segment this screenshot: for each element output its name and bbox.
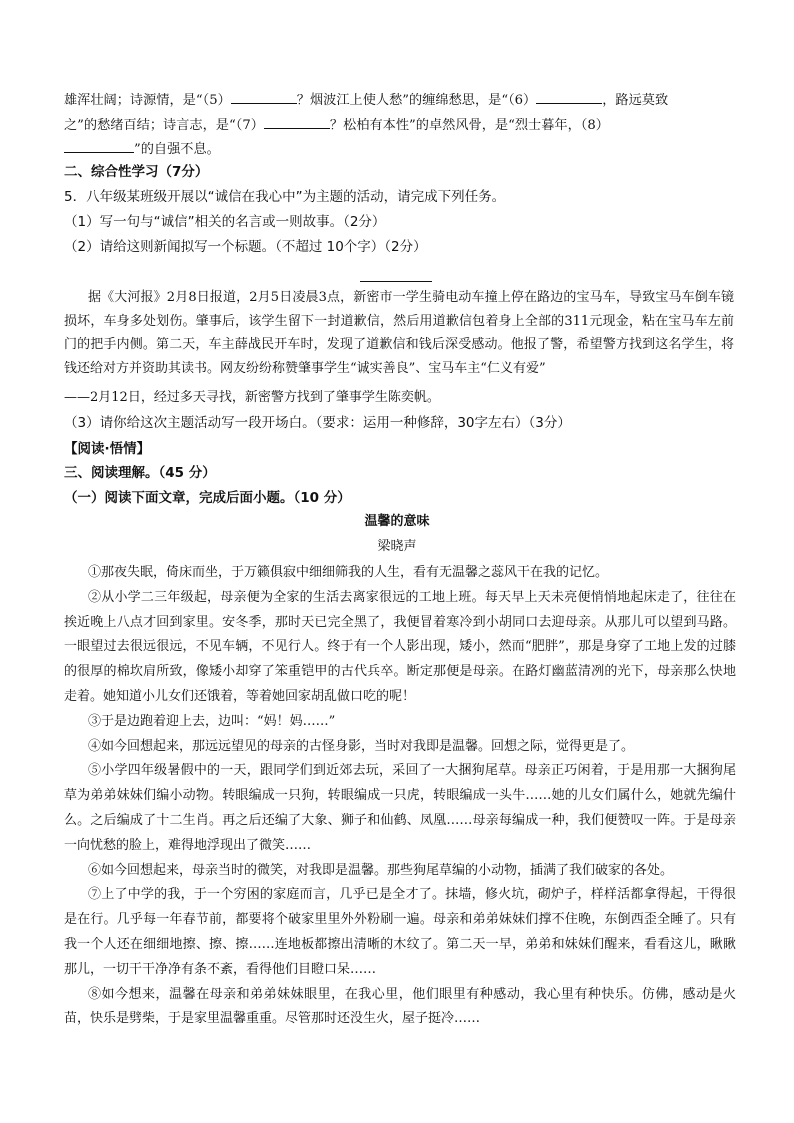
poem-fill-text: 雄浑壮阔；诗源情，是“（5） [64,93,231,108]
article-paragraph: ⑧如今想来，温馨在母亲和弟弟妹妹眼里，在我心里，他们眼里有种感动，我心里有种快乐。仿佛，感动是火苗，快乐是劈柴，于是家里温馨重重。尽管那时还没生火，屋子挺冷…… [64,986,736,1027]
question-5-1: （1）写一句与“诚信”相关的名言或一则故事。（2分） [64,214,386,230]
answer-blank-7[interactable] [264,114,330,129]
poem-fill-text: ？烟波江上使人愁”的缠绵愁思，是“（6） [296,93,537,108]
article-body [64,561,736,1032]
answer-blank-5[interactable] [231,89,297,104]
poem-fill-line-2 [64,114,734,137]
poem-fill-text: ，路远莫致 [602,93,669,108]
article-paragraph: ①那夜失眠，倚床而坐，于万籁俱寂中细细筛我的人生，看有无温馨之蕊风干在我的记忆。 [88,565,609,580]
article-paragraph: ⑦上了中学的我，于一个穷困的家庭而言，几乎已是全才了。抹墙，修火坑，砌炉子，样样活都拿得起，干得很是在行。几乎每一年春节前，都要将个破家里里外外粉刷一遍。母亲和弟弟妹妹们撑不住晚，东倒西歪全睡了。只有我一个人还在细细地擦、擦、擦……连地板都擦出清晰的木纹了。第二天一早，弟弟和妹妹们醒来，看看这儿，瞅瞅那儿，一切干干净净有条不紊，看得他们目瞪口呆…… [64,887,736,977]
news-tail: ——2月12日，经过多天寻找，新密警方找到了肇事学生陈奕帆。 [64,390,440,405]
title-answer-line[interactable] [360,281,432,282]
question-5-2: （2）请给这则新闻拟写一个标题。（不超过 10个字）（2分） [64,239,427,255]
article-paragraph: ⑥如今回想起来，母亲当时的微笑，对我即是温馨。那些狗尾草编的小动物，插满了我们破家的各处。 [88,862,674,878]
poem-fill-line-3 [64,138,734,161]
poem-fill-text: ”的自强不息。 [134,142,220,157]
poem-fill-line-1 [64,89,734,112]
section-heading: 二、综合性学习（7分） [64,164,209,180]
answer-blank-6[interactable] [536,89,602,104]
article-paragraph: ③于是边跑着迎上去，边叫：“妈！妈……” [88,713,336,729]
article-title: 温馨的意味 [364,514,430,529]
sub-section-heading: （一）阅读下面文章，完成后面小题。（10 分） [64,490,351,506]
article-paragraph: ⑤小学四年级暑假中的一天，跟同学们到近郊去玩，采回了一大捆狗尾草。母亲正巧闲着，于是用那一大捆狗尾草为弟弟妹妹们编小动物。转眼编成一只狗，转眼编成一只虎，转眼编成一头牛……她的儿女们属什么，她就先编什么。之后编成了十二生肖。再之后还编了大象、狮子和仙鹤、凤凰……母亲每编成一种，我们便赞叹一阵。于是母亲一向忧愁的脸上，难得地浮现出了微笑…… [64,763,736,853]
section-label: 【阅读·悟情】 [64,441,151,457]
article-paragraph: ②从小学二三年级起，母亲便为全家的生活去离家很远的工地上班。每天早上天未亮便悄悄地起床走了，往往在挨近晚上八点才回到家里。安冬季，那时天已完全黑了，我便冒着寒冷到小胡同口去迎母亲。从那儿可以望到马路。一眼望过去很远很远，不见车辆，不见行人。终于有一个人影出现，矮小，然而“肥胖”，那是身穿了工地上发的过膝的很厚的棉坎肩所致，像矮小却穿了笨重铠甲的古代兵卒。断定那便是母亲。在路灯幽蓝清冽的光下，母亲那么快地走着。她知道小儿女们还饿着，等着她回家胡乱做口吃的呢！ [64,589,736,704]
answer-blank-8[interactable] [64,138,134,153]
article-paragraph: ④如今回想起来，那远远望见的母亲的古怪身影，当时对我即是温馨。回想之际，觉得更是了。 [88,738,635,754]
news-body: 据《大河报》2月8日报道，2月5日凌晨3点，新密市一学生骑电动车撞上停在路边的宝马车，导致宝马车倒车镜损坏，车身多处划伤。肇事后，该学生留下一封道歉信，然后用道歉信包着身上全部的311元现金，粘在宝马车左前门的把手内侧。第二天，车主薛战民开车时，发现了道歉信和钱后深受感动。他报了警，希望警方找到这名学生，将钱还给对方并资助其读书。网友纷纷称赞肇事学生“诚实善良”、宝马车主“仁义有爱” [64,290,734,376]
section-heading: 三、阅读理解。（45 分） [64,465,216,481]
question-5: 5．八年级某班级开展以“诚信在我心中”为主题的活动，请完成下列任务。 [64,189,506,205]
poem-fill-text: 之”的愁绪百结；诗言志，是“（7） [64,118,264,133]
poem-fill-text: ？松柏有本性”的卓然风骨，是“烈士暮年，（8） [329,118,609,133]
article-author: 梁晓声 [377,539,417,554]
question-5-3: （3）请你给这次主题活动写一段开场白。（要求：运用一种修辞，30字左右）（3分） [64,415,571,431]
news-passage [64,286,734,380]
